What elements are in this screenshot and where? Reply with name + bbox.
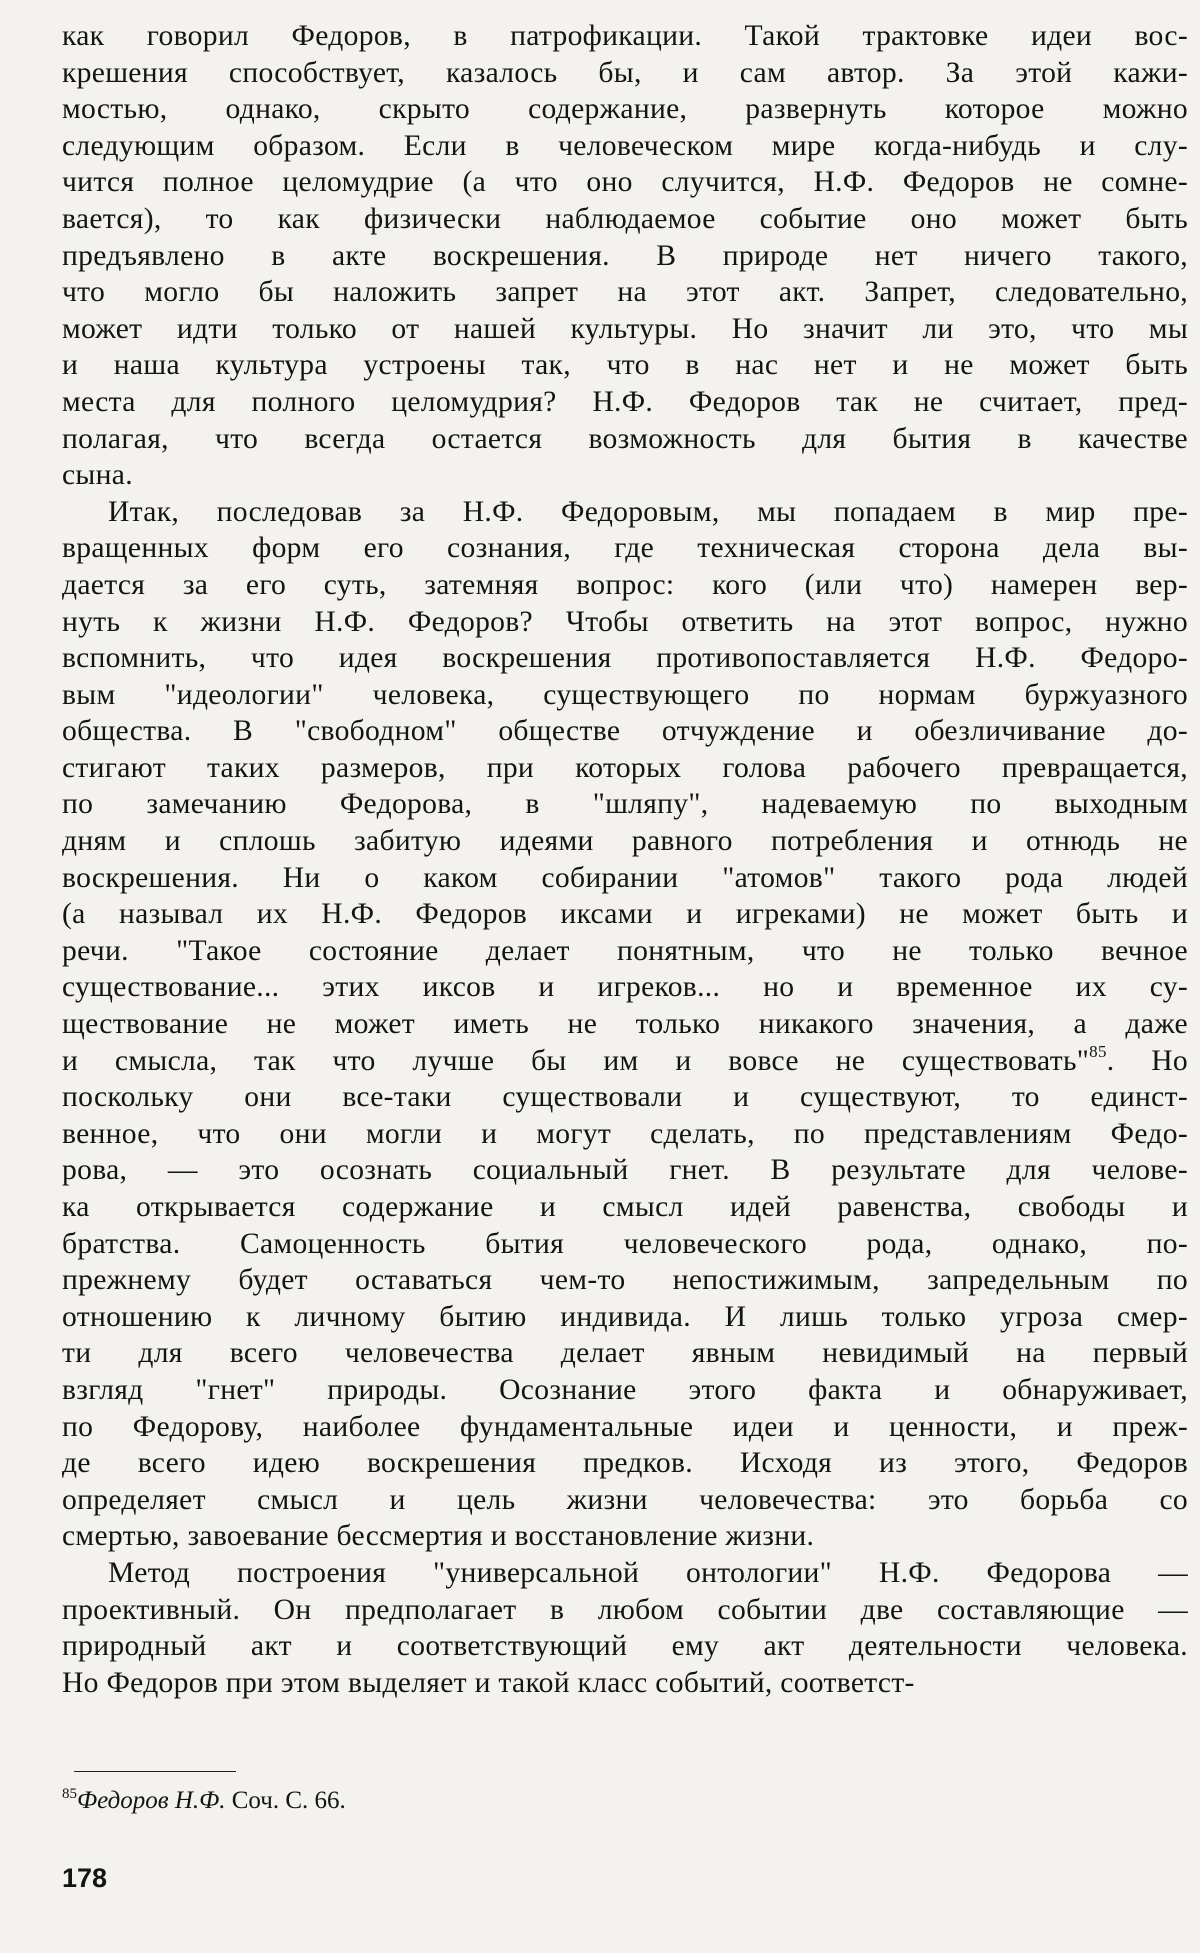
text-line: может идти только от нашей культуры. Но значит ли это, что мы [62, 312, 1188, 345]
footnote-author: Федоров Н.Ф. [77, 1787, 226, 1814]
text-line: Метод построения "универсальной онтологии" Н.Ф. Федорова — [108, 1556, 1188, 1589]
text-line: места для полного целомудрия? Н.Ф. Федоров так не считает, пред- [62, 385, 1188, 418]
text-line: как говорил Федоров, в патрофикации. Такой трактовке идеи вос- [62, 20, 1188, 52]
text-line: вается), то как физически наблюдаемое событие оно может быть [62, 202, 1188, 235]
text-line: проективный. Он предполагает в любом событии две составляющие — [62, 1593, 1188, 1626]
text-line: стигают таких размеров, при которых голова рабочего превращается, [62, 751, 1188, 784]
page-number: 178 [62, 1863, 108, 1893]
text-line: поскольку они все-таки существовали и существуют, то единст- [62, 1081, 1188, 1114]
body-text [62, 18, 1188, 1701]
text-fragment: . Но [1106, 1044, 1189, 1077]
text-line: природный акт и соответствующий ему акт деятельности человека. [62, 1630, 1188, 1663]
text-line: венное, что они могли и могут сделать, по представлениям Федо- [62, 1117, 1188, 1150]
text-line: дается за его суть, затемняя вопрос: кого (или что) намерен вер- [62, 568, 1188, 601]
text-line: существование... этих иксов и игреков... но и временное их су- [62, 971, 1188, 1004]
text-line: вращенных форм его сознания, где техническая сторона дела вы- [62, 532, 1188, 565]
text-line: речи. "Такое состояние делает понятным, что не только вечное [62, 934, 1188, 967]
text-line: смертью, завоевание бессмертия и восстановление жизни. [62, 1520, 815, 1553]
text-line: братства. Самоценность бытия человеческого рода, однако, по- [62, 1227, 1188, 1260]
footnote-separator [74, 1771, 236, 1772]
text-line: вым "идеологии" человека, существующего по нормам буржуазного [62, 678, 1188, 711]
text-line: отношению к личному бытию индивида. И лишь только угроза смер- [62, 1300, 1188, 1333]
text-line: крешения способствует, казалось бы, и сам автор. За этой кажи- [62, 56, 1188, 89]
text-line: чится полное целомудрие (а что оно случится, Н.Ф. Федоров не сомне- [62, 166, 1188, 199]
text-line: сына. [62, 459, 133, 492]
text-line: Итак, последовав за Н.Ф. Федоровым, мы попадаем в мир пре- [108, 495, 1188, 528]
text-line: взгляд "гнет" природы. Осознание этого факта и обнаруживает, [62, 1373, 1188, 1406]
text-line: по замечанию Федорова, в "шляпу", надеваемую по выходным [62, 788, 1188, 821]
text-line: дням и сплошь забитую идеями равного потребления и отнюдь не [62, 825, 1188, 858]
text-line: и наша культура устроены так, что в нас нет и не может быть [62, 349, 1188, 382]
footnote [62, 1786, 346, 1816]
text-line: и смысла, так что лучше бы им и вовсе не существовать"$^{85}$. Но [62, 1041, 1189, 1077]
text-line: мостью, однако, скрыто содержание, развернуть которое можно [62, 93, 1188, 126]
text-line: де всего идею воскрешения предков. Исходя из этого, Федоров [62, 1447, 1188, 1480]
text-line: воскрешения. Ни о каком собирании "атомов" такого рода людей [62, 861, 1188, 894]
text-line: рова, — это осознать социальный гнет. В результате для челове- [62, 1154, 1188, 1187]
text-line: прежнему будет оставаться чем-то непостижимым, запредельным по [62, 1264, 1188, 1297]
text-line: определяет смысл и цель жизни человечества: это борьба со [62, 1483, 1188, 1516]
text-line: ществование не может иметь не только никакого значения, а даже [62, 1008, 1188, 1041]
text-line: полагая, что всегда остается возможность для бытия в качестве [62, 422, 1188, 455]
text-line: общества. В "свободном" обществе отчуждение и обезличивание до- [62, 715, 1188, 748]
footnote-number: 85 [62, 1786, 77, 1802]
text-line: следующим образом. Если в человеческом мире когда-нибудь и слу- [62, 129, 1188, 162]
footnote-reference: Соч. С. 66. [231, 1787, 346, 1814]
text-line: ка открывается содержание и смысл идей равенства, свободы и [62, 1191, 1188, 1223]
text-line: Но Федоров при этом выделяет и такой класс событий, соответст- [62, 1666, 915, 1699]
text-line: вспомнить, что идея воскрешения противопоставляется Н.Ф. Федоро- [62, 642, 1188, 675]
text-line: ти для всего человечества делает явным невидимый на первый [62, 1337, 1188, 1370]
text-line: что могло бы наложить запрет на этот акт. Запрет, следовательно, [62, 276, 1188, 309]
text-line: нуть к жизни Н.Ф. Федоров? Чтобы ответить на этот вопрос, нужно [62, 605, 1188, 638]
footnote-reference-marker[interactable]: 85 [1089, 1041, 1107, 1061]
text-line: по Федорову, наиболее фундаментальные идеи и ценности, и преж- [62, 1410, 1188, 1443]
text-line: предъявлено в акте воскрешения. В природе нет ничего такого, [62, 239, 1188, 272]
text-line: (а называл их Н.Ф. Федоров иксами и игреками) не может быть и [62, 898, 1188, 931]
